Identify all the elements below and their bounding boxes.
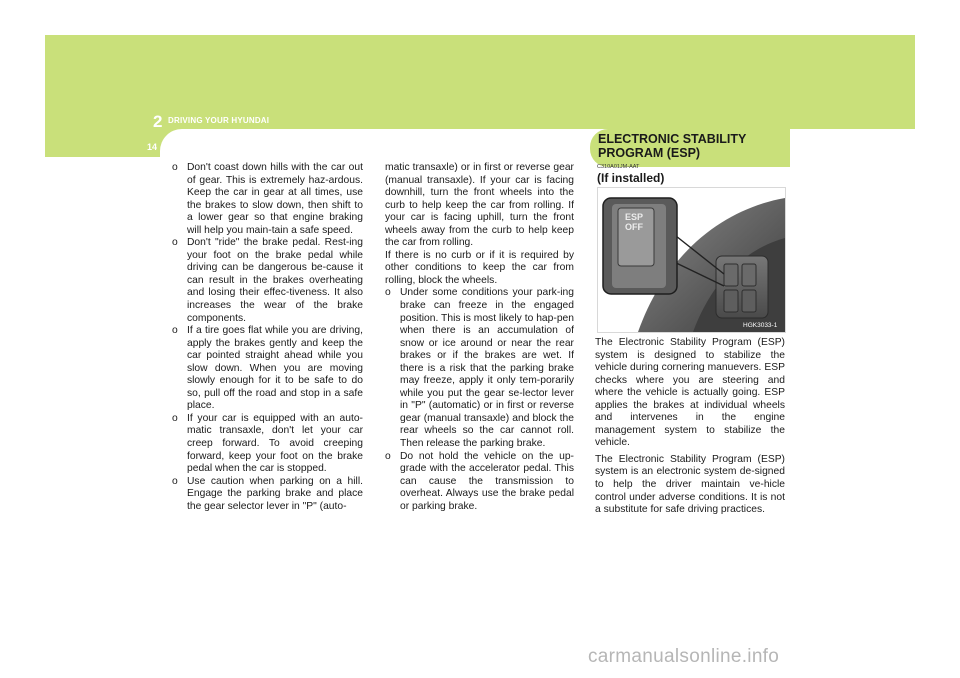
chapter-title: DRIVING YOUR HYUNDAI xyxy=(168,116,270,125)
switch-small xyxy=(742,290,756,312)
section-title-line: ELECTRONIC STABILITY xyxy=(598,132,747,146)
section-title-line: PROGRAM (ESP) xyxy=(598,146,701,160)
list-item: o Don't "ride" the brake pedal. Rest-ing your foot on the brake pedal while driving can be dangerous be-cause it can result in the brakes overheating and losing their effec-tiveness. It also increases the wear of the brake components. xyxy=(172,237,363,324)
section-subheading: (If installed) xyxy=(597,171,665,185)
list-item: o Under some conditions your park-ing brake can freeze in the engaged position. This is most likely to hap-pen when there is an accumulation of snow or ice around or near the rear brakes or if the brakes are wet. If there is a risk that the parking brake may freeze, apply it only tem-porarily while you put the gear se-lector lever in "P" (automatic) or in first or reverse gear (manual transaxle) and block the rear wheels so the car cannot roll. Then release the parking brake. xyxy=(385,287,574,450)
column-right xyxy=(595,337,785,521)
bullet: o xyxy=(385,287,391,299)
switch-small xyxy=(742,264,756,286)
list-item: o If your car is equipped with an auto-matic transaxle, don't let your car creep forward. To avoid creeping forward, keep your foot on the brake pedal when the car is stopped. xyxy=(172,412,363,475)
column-left xyxy=(172,162,363,513)
paragraph: The Electronic Stability Program (ESP) system is designed to stabilize the vehicle during cornering manuevers. ESP checks where you are steering and where the vehicle is actually going. ESP applies the brakes at individual wheels and intervenes in the engine management system to stabilize the vehicle. xyxy=(595,337,785,449)
switch-small xyxy=(724,290,738,312)
list-item: o Use caution when parking on a hill. Engage the parking brake and place the gear selector lever in "P" (auto- xyxy=(172,475,363,512)
list-item: o Don't coast down hills with the car out of gear. This is extremely haz-ardous. Keep the car in gear at all times, use the brakes to slow down, then shift to a lower gear so that engine braking will help you main-tain a safe speed. xyxy=(172,162,363,236)
bullet: o xyxy=(172,412,178,424)
paragraph: matic transaxle) or in first or reverse gear (manual transaxle). If your car is facing downhill, turn the front wheels into the curb to help keep the car from rolling. If your car is facing uphill, turn the front wheels away from the curb to help keep the car from rolling. xyxy=(385,162,574,249)
paragraph: The Electronic Stability Program (ESP) system is an electronic system de-signed to help the driver maintain ve-hicle control under adverse conditions. It is not a substitute for safe driving practices. xyxy=(595,453,785,516)
esp-switch-figure xyxy=(597,187,786,333)
bullet: o xyxy=(172,237,178,249)
paragraph: If there is no curb or if it is required by other conditions to keep the car from rolling, block the wheels. xyxy=(385,249,574,286)
section-title xyxy=(598,132,783,160)
bullet: o xyxy=(172,325,178,337)
list-item: o If a tire goes flat while you are driving, apply the brakes gently and keep the car pointed straight ahead while you slow down. When you are moving slowly enough for it to be safe to do so, pull off the road and stop in a safe place. xyxy=(172,325,363,412)
dashboard-illustration xyxy=(598,188,785,332)
switch-small xyxy=(724,264,738,286)
bullet: o xyxy=(385,450,391,462)
page-number: 14 xyxy=(147,142,158,152)
figure-caption: HGK3033-1 xyxy=(743,322,778,329)
esp-off-label: ESP OFF xyxy=(625,212,644,232)
column-middle xyxy=(385,162,574,513)
section-code: C310A01JM-AAT xyxy=(597,164,640,170)
watermark: carmanualsonline.info xyxy=(588,646,780,667)
header-cutout-right xyxy=(790,129,915,169)
bullet: o xyxy=(172,162,178,173)
list-item: o Do not hold the vehicle on the up-grade with the accelerator pedal. This can cause the transmission to overheat. Always use the brake pedal or parking brake. xyxy=(385,450,574,512)
bullet: o xyxy=(172,475,178,487)
chapter-number: 2 xyxy=(153,112,163,131)
